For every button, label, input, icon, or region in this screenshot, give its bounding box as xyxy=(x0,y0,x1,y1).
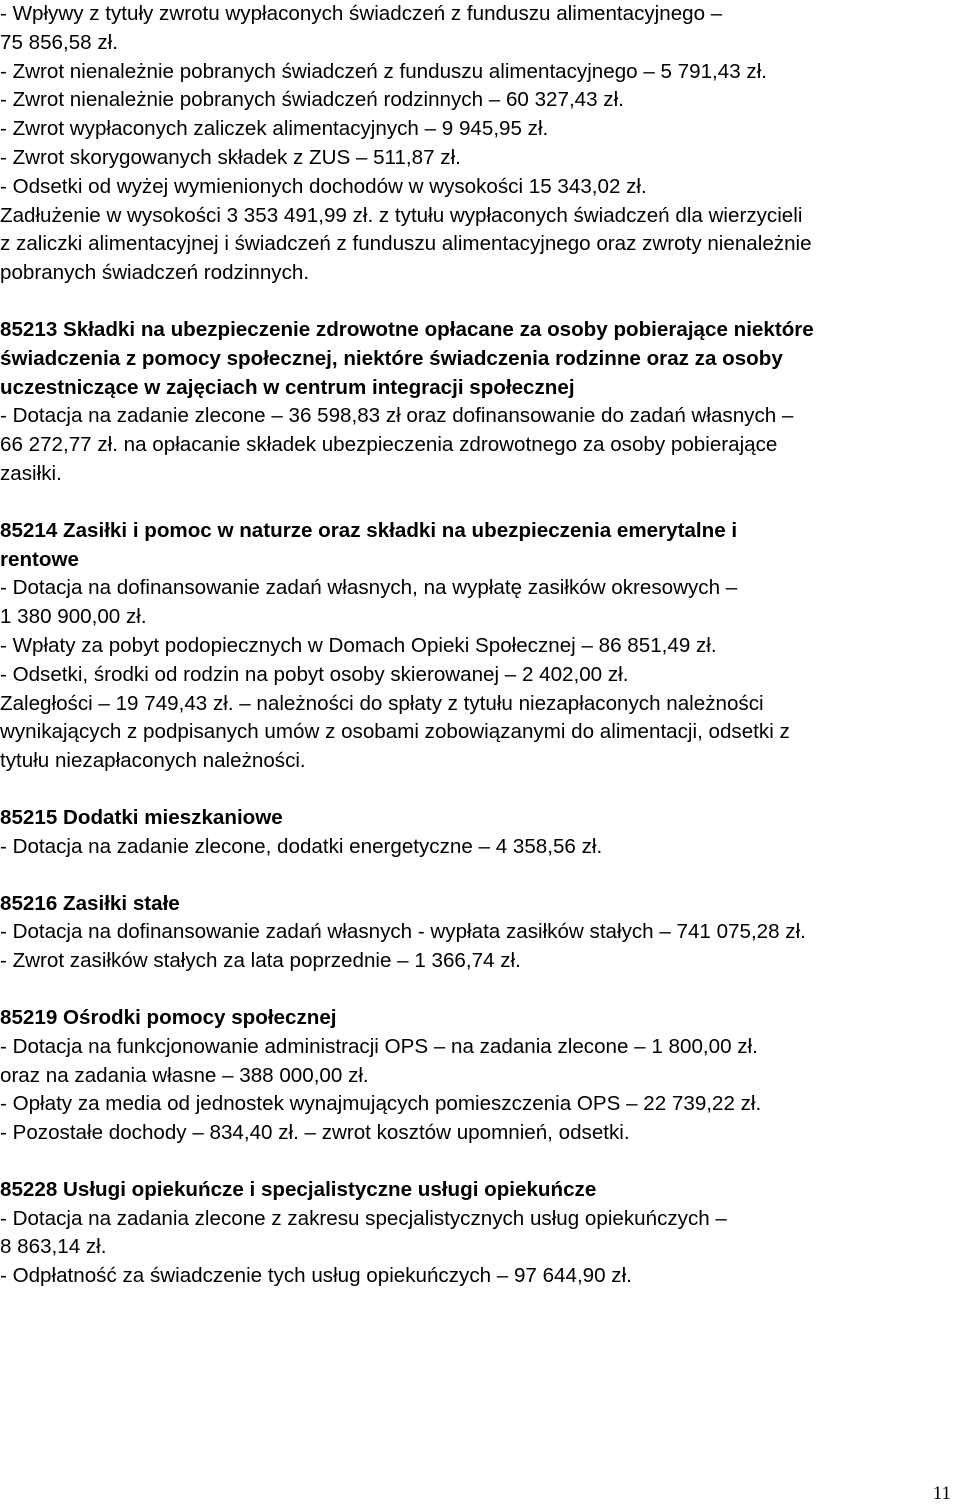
section-line: 8 863,14 zł. xyxy=(0,1235,107,1259)
intro-line: Zadłużenie w wysokości 3 353 491,99 zł. z tytułu wypłaconych świadczeń dla wierzycieli xyxy=(0,203,803,227)
intro-line: - Odsetki od wyżej wymienionych dochodów w wysokości 15 343,02 zł. xyxy=(0,174,647,198)
section-85213 xyxy=(0,316,955,489)
section-line: tytułu niezapłaconych należności. xyxy=(0,749,306,773)
intro-line: - Zwrot nienależnie pobranych świadczeń rodzinnych – 60 327,43 zł. xyxy=(0,88,624,112)
section-gap xyxy=(0,862,955,890)
section-line: - Odpłatność za świadczenie tych usług opiekuńczych – 97 644,90 zł. xyxy=(0,1264,632,1288)
section-heading: 85214 Zasiłki i pomoc w naturze oraz składki na ubezpieczenia emerytalne i xyxy=(0,518,738,542)
section-line: - Pozostałe dochody – 834,40 zł. – zwrot kosztów upomnień, odsetki. xyxy=(0,1121,630,1145)
section-line: 1 380 900,00 zł. xyxy=(0,605,147,629)
section-85215 xyxy=(0,804,955,862)
section-heading: rentowe xyxy=(0,547,79,571)
intro-line: - Zwrot wypłaconych zaliczek alimentacyjnych – 9 945,95 zł. xyxy=(0,117,549,141)
section-heading: 85216 Zasiłki stałe xyxy=(0,891,180,915)
section-gap xyxy=(0,1148,955,1176)
intro-line: - Zwrot skorygowanych składek z ZUS – 511,87 zł. xyxy=(0,145,461,169)
intro-line: z zaliczki alimentacyjnej i świadczeń z funduszu alimentacyjnego oraz zwroty nienależnie xyxy=(0,232,812,256)
section-heading: 85215 Dodatki mieszkaniowe xyxy=(0,805,283,829)
section-line: Zaległości – 19 749,43 zł. – należności do spłaty z tytułu niezapłaconych należności xyxy=(0,691,764,715)
intro-line: pobranych świadczeń rodzinnych. xyxy=(0,261,310,285)
section-85214 xyxy=(0,517,955,776)
section-line: - Dotacja na funkcjonowanie administracji OPS – na zadania zlecone – 1 800,00 zł. xyxy=(0,1034,758,1058)
section-line: zasiłki. xyxy=(0,461,62,485)
intro-section xyxy=(0,0,955,288)
section-gap xyxy=(0,976,955,1004)
section-line: wynikających z podpisanych umów z osobami zobowiązanymi do alimentacji, odsetki z xyxy=(0,720,790,744)
section-line: - Dotacja na dofinansowanie zadań własnych - wypłata zasiłków stałych – 741 075,28 zł. xyxy=(0,920,806,944)
section-heading: uczestniczące w zajęciach w centrum integracji społecznej xyxy=(0,375,575,399)
section-gap xyxy=(0,288,955,316)
section-line: - Odsetki, środki od rodzin na pobyt osoby skierowanej – 2 402,00 zł. xyxy=(0,662,629,686)
section-line: - Dotacja na dofinansowanie zadań własnych, na wypłatę zasiłków okresowych – xyxy=(0,576,738,600)
section-heading: świadczenia z pomocy społecznej, niektóre świadczenia rodzinne oraz za osoby xyxy=(0,346,783,370)
section-gap xyxy=(0,489,955,517)
intro-line: - Zwrot nienależnie pobranych świadczeń z funduszu alimentacyjnego – 5 791,43 zł. xyxy=(0,59,767,83)
section-line: - Dotacja na zadanie zlecone, dodatki energetyczne – 4 358,56 zł. xyxy=(0,834,603,858)
section-heading: 85213 Składki na ubezpieczenie zdrowotne opłacane za osoby pobierające niektóre xyxy=(0,317,814,341)
page-number: 11 xyxy=(932,1483,951,1504)
section-line: - Dotacja na zadanie zlecone – 36 598,83 zł oraz dofinansowanie do zadań własnych – xyxy=(0,404,794,428)
section-line: 66 272,77 zł. na opłacanie składek ubezpieczenia zdrowotnego za osoby pobierające xyxy=(0,433,778,457)
intro-line: - Wpływy z tytuły zwrotu wypłaconych świadczeń z funduszu alimentacyjnego – xyxy=(0,2,723,25)
section-line: - Wpłaty za pobyt podopiecznych w Domach Opieki Społecznej – 86 851,49 zł. xyxy=(0,633,717,657)
section-line: - Opłaty za media od jednostek wynajmujących pomieszczenia OPS – 22 739,22 zł. xyxy=(0,1092,762,1116)
section-heading: 85228 Usługi opiekuńcze i specjalistyczne usługi opiekuńcze xyxy=(0,1177,597,1201)
section-85216 xyxy=(0,890,955,976)
intro-line: 75 856,58 zł. xyxy=(0,30,118,54)
section-line: - Dotacja na zadania zlecone z zakresu specjalistycznych usług opiekuńczych – xyxy=(0,1206,727,1230)
section-gap xyxy=(0,776,955,804)
section-85228 xyxy=(0,1176,955,1291)
section-85219 xyxy=(0,1004,955,1148)
section-line: oraz na zadania własne – 388 000,00 zł. xyxy=(0,1063,369,1087)
section-heading: 85219 Ośrodki pomocy społecznej xyxy=(0,1005,337,1029)
section-line: - Zwrot zasiłków stałych za lata poprzednie – 1 366,74 zł. xyxy=(0,949,521,973)
